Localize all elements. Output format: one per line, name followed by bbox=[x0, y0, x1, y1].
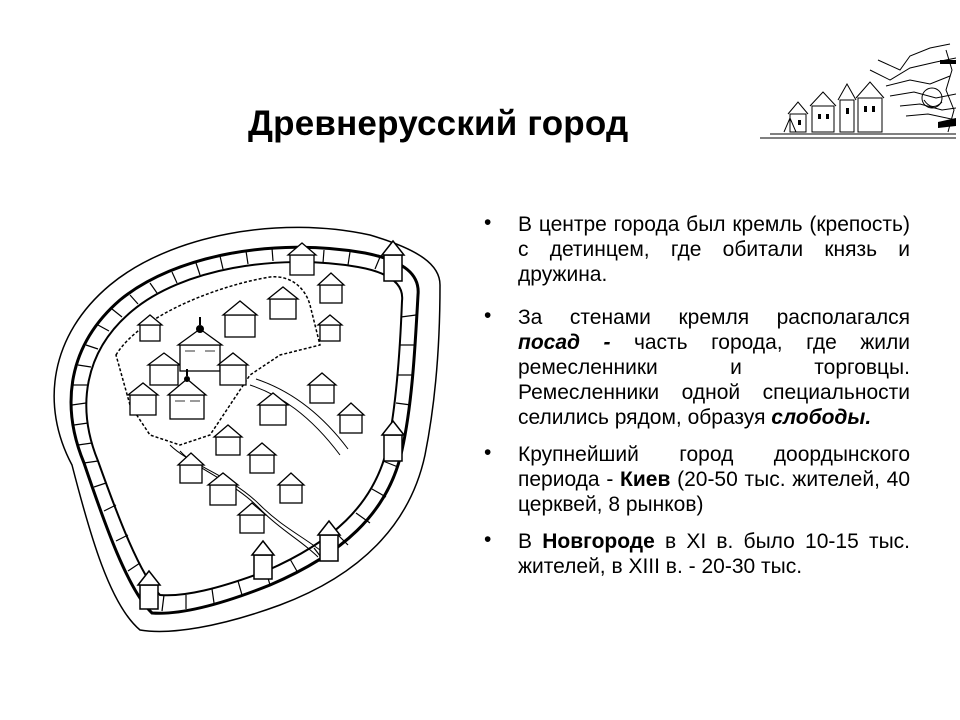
town-plan-illustration bbox=[20, 205, 450, 640]
bullet-text: часть города, где жили ремесленники и торговцы. Ремесленники одной специальности селились рядом, образуя bbox=[518, 331, 910, 429]
term-posad: посад - bbox=[518, 331, 611, 354]
bullet-list bbox=[484, 212, 910, 597]
term-kiev: Киев bbox=[620, 468, 671, 491]
bullet-marker: • bbox=[484, 528, 492, 551]
bullet-text: (20-50 тыс. жителей, 40 церквей, 8 рынков) bbox=[518, 468, 910, 516]
bullet-text: За стенами кремля располагался bbox=[518, 306, 910, 329]
bullet-text: В центре города был кремль (крепость) с детинцем, где обитали князь и дружина. bbox=[518, 213, 910, 286]
term-novgorod: Новгороде bbox=[542, 530, 655, 553]
bullet-text: В bbox=[518, 530, 543, 553]
slide-title: Древнерусский город bbox=[248, 104, 629, 143]
bullet-marker: • bbox=[484, 441, 492, 464]
bullet-novgorod bbox=[484, 529, 910, 579]
term-slobody: слободы. bbox=[771, 406, 872, 429]
bullet-posad bbox=[484, 305, 910, 430]
bullet-kiev bbox=[484, 442, 910, 517]
bullet-marker: • bbox=[484, 304, 492, 327]
old-town-engraving-image bbox=[760, 40, 956, 144]
bullet-kremlin bbox=[484, 212, 910, 287]
bullet-marker: • bbox=[484, 211, 492, 234]
bullet-text: Крупнейший город доордынского периода - bbox=[518, 443, 910, 491]
bullet-text: в XI в. было 10-15 тыс. жителей, в XIII в. - 20-30 тыс. bbox=[518, 530, 910, 578]
